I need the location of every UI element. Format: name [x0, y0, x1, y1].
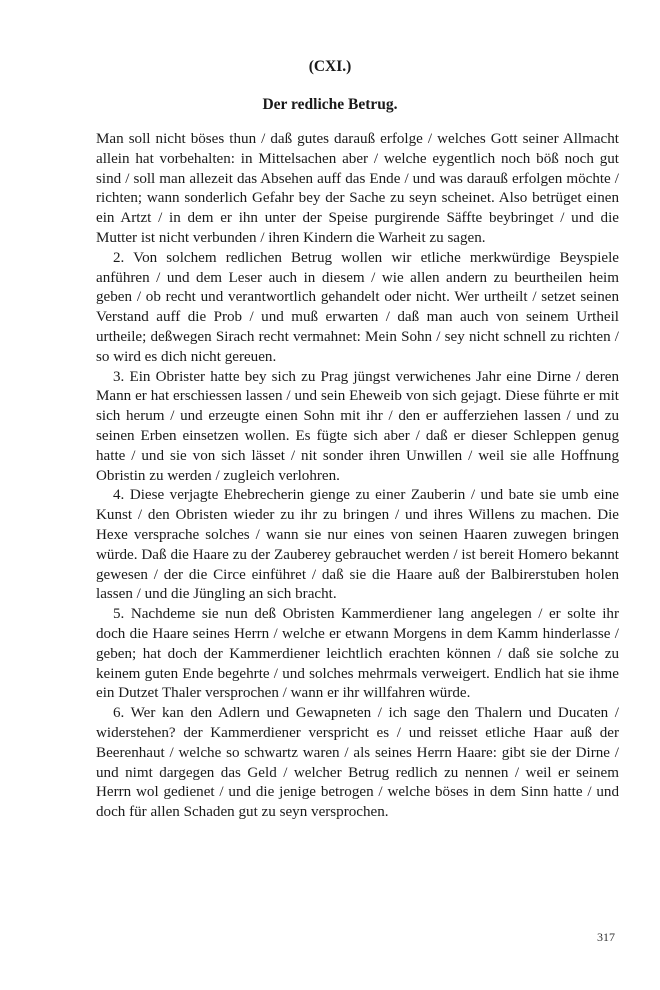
chapter-title: Der redliche Betrug.: [262, 96, 398, 113]
page-number: 317: [597, 930, 615, 944]
paragraph-6: 6. Wer kan den Adlern und Gewapneten / ich sage den Thalern und Ducaten / widerstehen? der Kammerdiener verspricht es / und reisset etliche Haar auß der Beerenhaut / welche so schwartz waren / als seines Herrn Haare: gibt sie der Dirne / und nimt dargegen das Geld / welcher Betrug redlich zu nennen / weil er seinem Herrn wol gedienet / und die jenige betrogen / welche böses in dem Sinn hatte / und doch für allen Schaden gut zu seyn versprochen.: [96, 705, 619, 821]
paragraph-4: 4. Diese verjagte Ehebrecherin gienge zu einer Zauberin / und bate sie umb eine Kunst / den Obristen wieder zu ihr zu bringen / und ihres Willens zu machen. Die Hexe versprache solches / wann sie nur eines von seinen Haaren zuwegen bringen würde. Daß die Haare zu der Zauberey gebrauchet werden / ist bereit Homero bekannt gewesen / der die Circe einführet / daß sie die Haare auß der Balbirerstuben holen lassen / und die Jüngling an sich bracht.: [96, 487, 619, 603]
paragraph-2: 2. Von solchem redlichen Betrug wollen wir etliche merkwürdige Beyspiele anführen / und dem Leser auch in diesem / wie allen andern zu beurtheilen heim geben / ob recht und verantwortlich gehandelt oder nicht. Wer urtheilt / setzet seinen Verstand auff die Prob / und muß erwarten / daß man auch von seinem Urtheil urtheile; deßwegen Sirach recht vermahnet: Mein Sohn / sey nicht schnell zu richten / so wird es dich nicht gereuen.: [96, 249, 619, 365]
paragraph-1: Man soll nicht böses thun / daß gutes darauß erfolge / welches Gott seiner Allmacht allein hat vorbehalten: in Mittelsachen aber / welche eygentlich noch böß noch gut sind / soll man allezeit das Absehen auff das Ende / und was darauß erfolgen möchte / richten; wann sonderlich Gefahr bey der Sache zu seyn scheinet. Also betrüget einen ein Artzt / in dem er ihn unter der Speise purgirende Säffte beybringet / und die Mutter ist nicht verbunden / ihren Kindern die Warheit zu sagen.: [96, 131, 619, 246]
body-text: [96, 130, 619, 823]
paragraph-3: 3. Ein Obrister hatte bey sich zu Prag jüngst verwichenes Jahr eine Dirne / deren Mann er hat erschiessen lassen / und sein Eheweib von sich gejagt. Diese führte er mit sich herum / und erzeugte einen Sohn mit ihr / den er aufferziehen lassen / und zu seinen Erben einsetzen wollen. Es fügte sich aber / daß er dieser Schleppen genug hatte / und sie von sich lässet / nit sonder ihren Unwillen / weil sie alle Hoffnung Obristin zu werden / zugleich verlohren.: [96, 368, 619, 484]
chapter-number: (CXI.): [308, 58, 352, 75]
paragraph-5: 5. Nachdeme sie nun deß Obristen Kammerdiener lang angelegen / er solte ihr doch die Haare seines Herrn / welche er etwann Morgens in dem Kamm hinderlasse / geben; hat doch der Kammerdiener leichtlich erachten können / daß sie solche zu keinem guten Ende begehrte / und solches mehrmals verweigert. Endlich hat sie ihme ein Dutzet Thaler versprochen / wann er ihr willfahren würde.: [96, 606, 619, 702]
